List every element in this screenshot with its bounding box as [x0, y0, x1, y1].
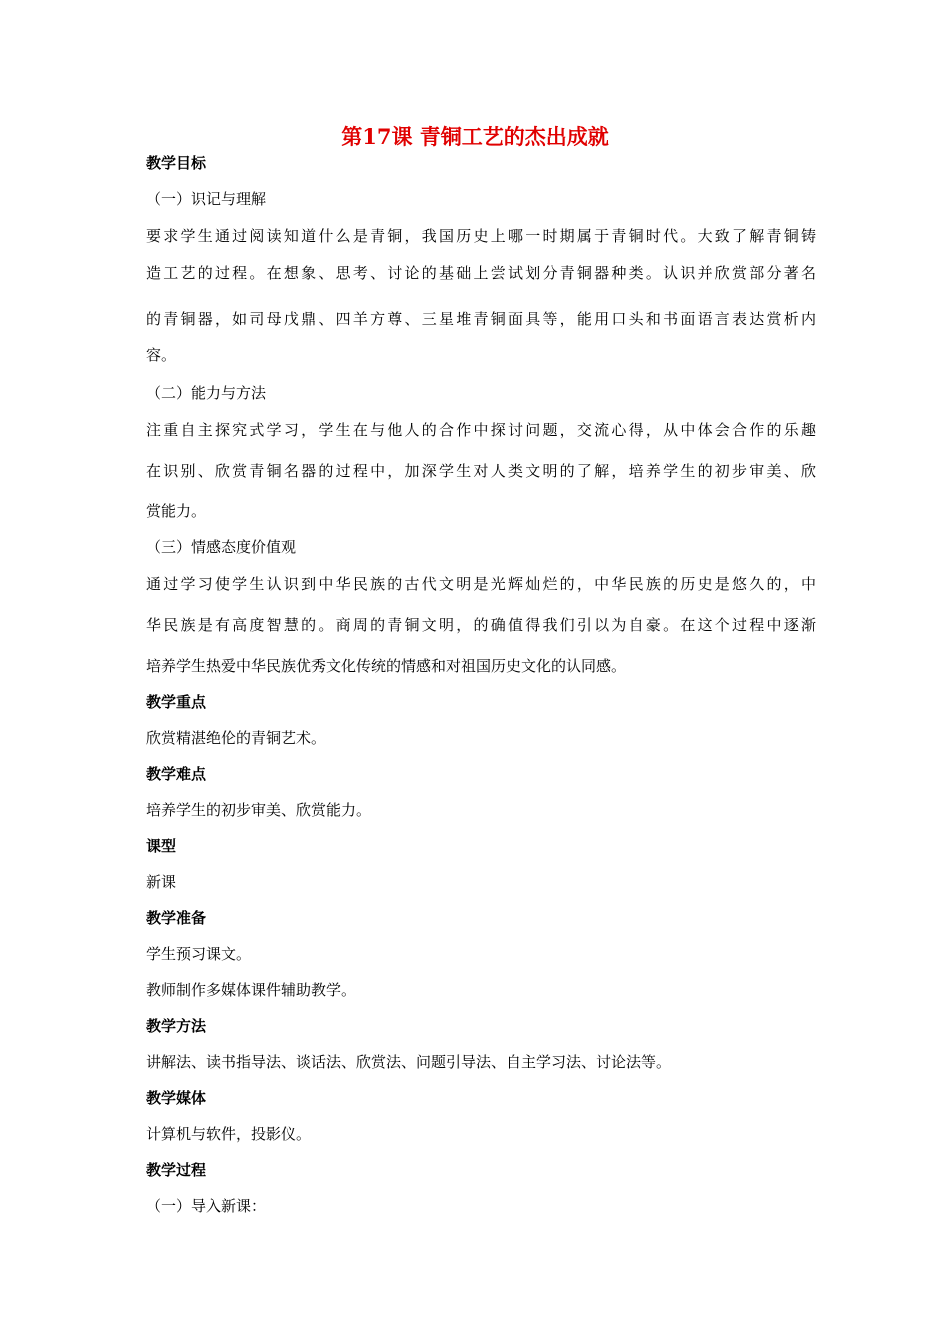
lesson-title: 第17课 青铜工艺的杰出成就 — [341, 124, 609, 149]
methods-text: 讲解法、读书指导法、谈话法、欣赏法、问题引导法、自主学习法、讨论法等。 — [146, 1053, 672, 1071]
paragraph-line: 注重自主探究式学习，学生在与他人的合作中探讨问题，交流心得，从中体会合作的乐趣 — [146, 421, 816, 439]
heading-key-points: 教学重点 — [146, 693, 207, 711]
heading-media: 教学媒体 — [146, 1089, 207, 1107]
paragraph-line: 培养学生热爱中华民族优秀文化传统的情感和对祖国历史文化的认同感。 — [146, 657, 627, 675]
paragraph-line: 赏能力。 — [146, 502, 207, 520]
paragraph-line: 华民族是有高度智慧的。商周的青铜文明，的确值得我们引以为自豪。在这个过程中逐渐 — [146, 616, 816, 634]
heading-difficulties: 教学难点 — [146, 765, 207, 783]
media-text: 计算机与软件，投影仪。 — [146, 1125, 312, 1143]
subheading-emotion-values: （三）情感态度价值观 — [146, 538, 297, 556]
subheading-introduction: （一）导入新课： — [146, 1197, 267, 1215]
paragraph-line: 容。 — [146, 346, 177, 364]
heading-process: 教学过程 — [146, 1161, 207, 1179]
paragraph-line: 在识别、欣赏青铜名器的过程中，加深学生对人类文明的了解，培养学生的初步审美、欣 — [146, 462, 816, 480]
paragraph-line: 造工艺的过程。在想象、思考、讨论的基础上尝试划分青铜器种类。认识并欣赏部分著名 — [146, 264, 816, 282]
subheading-memory-understanding: （一）识记与理解 — [146, 190, 267, 208]
heading-teaching-goals: 教学目标 — [146, 154, 207, 172]
preparation-text: 教师制作多媒体课件辅助教学。 — [146, 981, 357, 999]
subheading-ability-method: （二）能力与方法 — [146, 384, 267, 402]
key-points-text: 欣赏精湛绝伦的青铜艺术。 — [146, 729, 327, 747]
paragraph-line: 的青铜器，如司母戊鼎、四羊方尊、三星堆青铜面具等，能用口头和书面语言表达赏析内 — [146, 310, 816, 328]
difficulties-text: 培养学生的初步审美、欣赏能力。 — [146, 801, 372, 819]
paragraph-line: 通过学习使学生认识到中华民族的古代文明是光辉灿烂的，中华民族的历史是悠久的，中 — [146, 575, 816, 593]
heading-methods: 教学方法 — [146, 1017, 207, 1035]
paragraph-line: 要求学生通过阅读知道什么是青铜，我国历史上哪一时期属于青铜时代。大致了解青铜铸 — [146, 227, 816, 245]
heading-preparation: 教学准备 — [146, 909, 207, 927]
lesson-type-text: 新课 — [146, 873, 177, 891]
heading-lesson-type: 课型 — [146, 837, 177, 855]
preparation-text: 学生预习课文。 — [146, 945, 252, 963]
